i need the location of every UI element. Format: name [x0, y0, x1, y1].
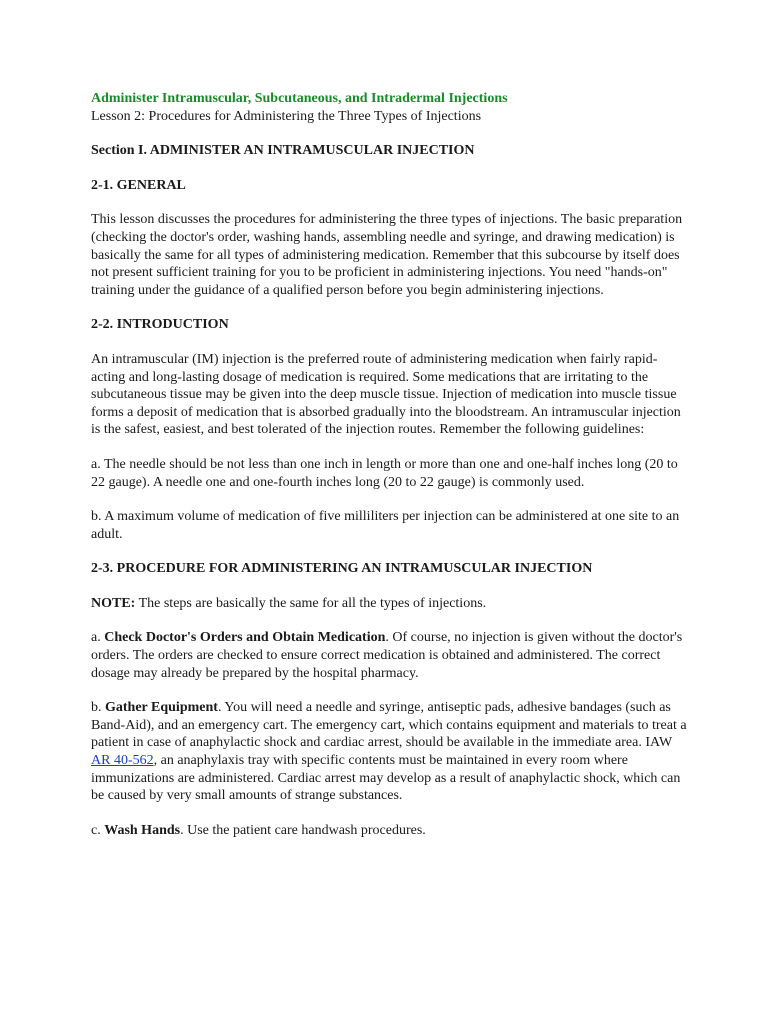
step-a-prefix: a. — [91, 630, 105, 646]
step-b-text-1: . You will need a needle and syringe, antiseptic pads, adhesive bandages (such as Band-Aid), and an emergency cart. The emergency cart, which contains equipment and materials to treat a patient in case of anaphylactic shock and cardiac arrest, should be available in the immediate area. IAW — [91, 700, 687, 751]
note-paragraph — [91, 595, 691, 613]
document-title: Administer Intramuscular, Subcutaneous, and Intradermal Injections — [91, 91, 508, 106]
step-b-prefix: b. — [91, 700, 105, 716]
step-c-prefix: c. — [91, 822, 105, 838]
introduction-heading: 2-2. INTRODUCTION — [91, 317, 229, 333]
guideline-b-paragraph: b. A maximum volume of medication of five milliliters per injection can be administered at one site to an adult. — [91, 509, 680, 542]
lesson-subtitle: Lesson 2: Procedures for Administering the Three Types of Injections — [91, 108, 482, 124]
step-b-paragraph — [91, 699, 691, 805]
step-c-title: Wash Hands — [104, 822, 181, 838]
procedure-heading: 2-3. PROCEDURE FOR ADMINISTERING AN INTRAMUSCULAR INJECTION — [91, 561, 593, 577]
introduction-paragraph: An intramuscular (IM) injection is the preferred route of administering medication when fairly rapid-acting and long-lasting dosage of medication is required. Some medications that are irritating to the subcutaneous tissue may be given into the deep muscle tissue. Injection of medication into muscle tissue forms a deposit of medication that is absorbed gradually into the bloodstream. An intramuscular injection is the safest, easiest, and best tolerated of the injection routes. Remember the following guidelines: — [91, 351, 681, 438]
general-paragraph: This lesson discusses the procedures for administering the three types of injections. The basic preparation (checking the doctor's order, washing hands, assembling needle and syringe, and drawing medication) is basically the same for all types of administering medication. Remember that this subcourse by itself does not present sufficient training for you to be proficient in administering injections. You need "hands-on" training under the guidance of a qualified person before you begin administering injections. — [91, 212, 683, 298]
note-text: The steps are basically the same for all the types of injections. — [135, 595, 487, 611]
step-b-text-2: , an anaphylaxis tray with specific contents must be maintained in every room where immunizations are administered. Cardiac arrest may develop as a result of anaphylactic shock, which can be caused by very small amounts of strange substances. — [91, 753, 681, 804]
note-label: NOTE: — [91, 595, 136, 611]
step-a-text: . Of course, no injection is given without the doctor's orders. The orders are checked to ensure correct medication is obtained and administered. The correct dosage may already be prepared by the hospital pharmacy. — [91, 630, 683, 681]
step-a-paragraph — [91, 629, 691, 682]
step-b-title: Gather Equipment — [105, 700, 218, 716]
document-page — [91, 90, 691, 839]
step-c-text: . Use the patient care handwash procedures. — [180, 822, 426, 838]
general-heading: 2-1. GENERAL — [91, 177, 186, 193]
step-a-title: Check Doctor's Orders and Obtain Medication — [104, 630, 386, 646]
step-c-paragraph — [91, 822, 691, 840]
ar-40-562-link[interactable]: AR 40-562 — [91, 753, 154, 769]
guideline-a-paragraph: a. The needle should be not less than one inch in length or more than one and one-half inches long (20 to 22 gauge). A needle one and one-fourth inches long (20 to 22 gauge) is commonly used. — [91, 456, 678, 490]
section-heading: Section I. ADMINISTER AN INTRAMUSCULAR INJECTION — [91, 143, 475, 159]
